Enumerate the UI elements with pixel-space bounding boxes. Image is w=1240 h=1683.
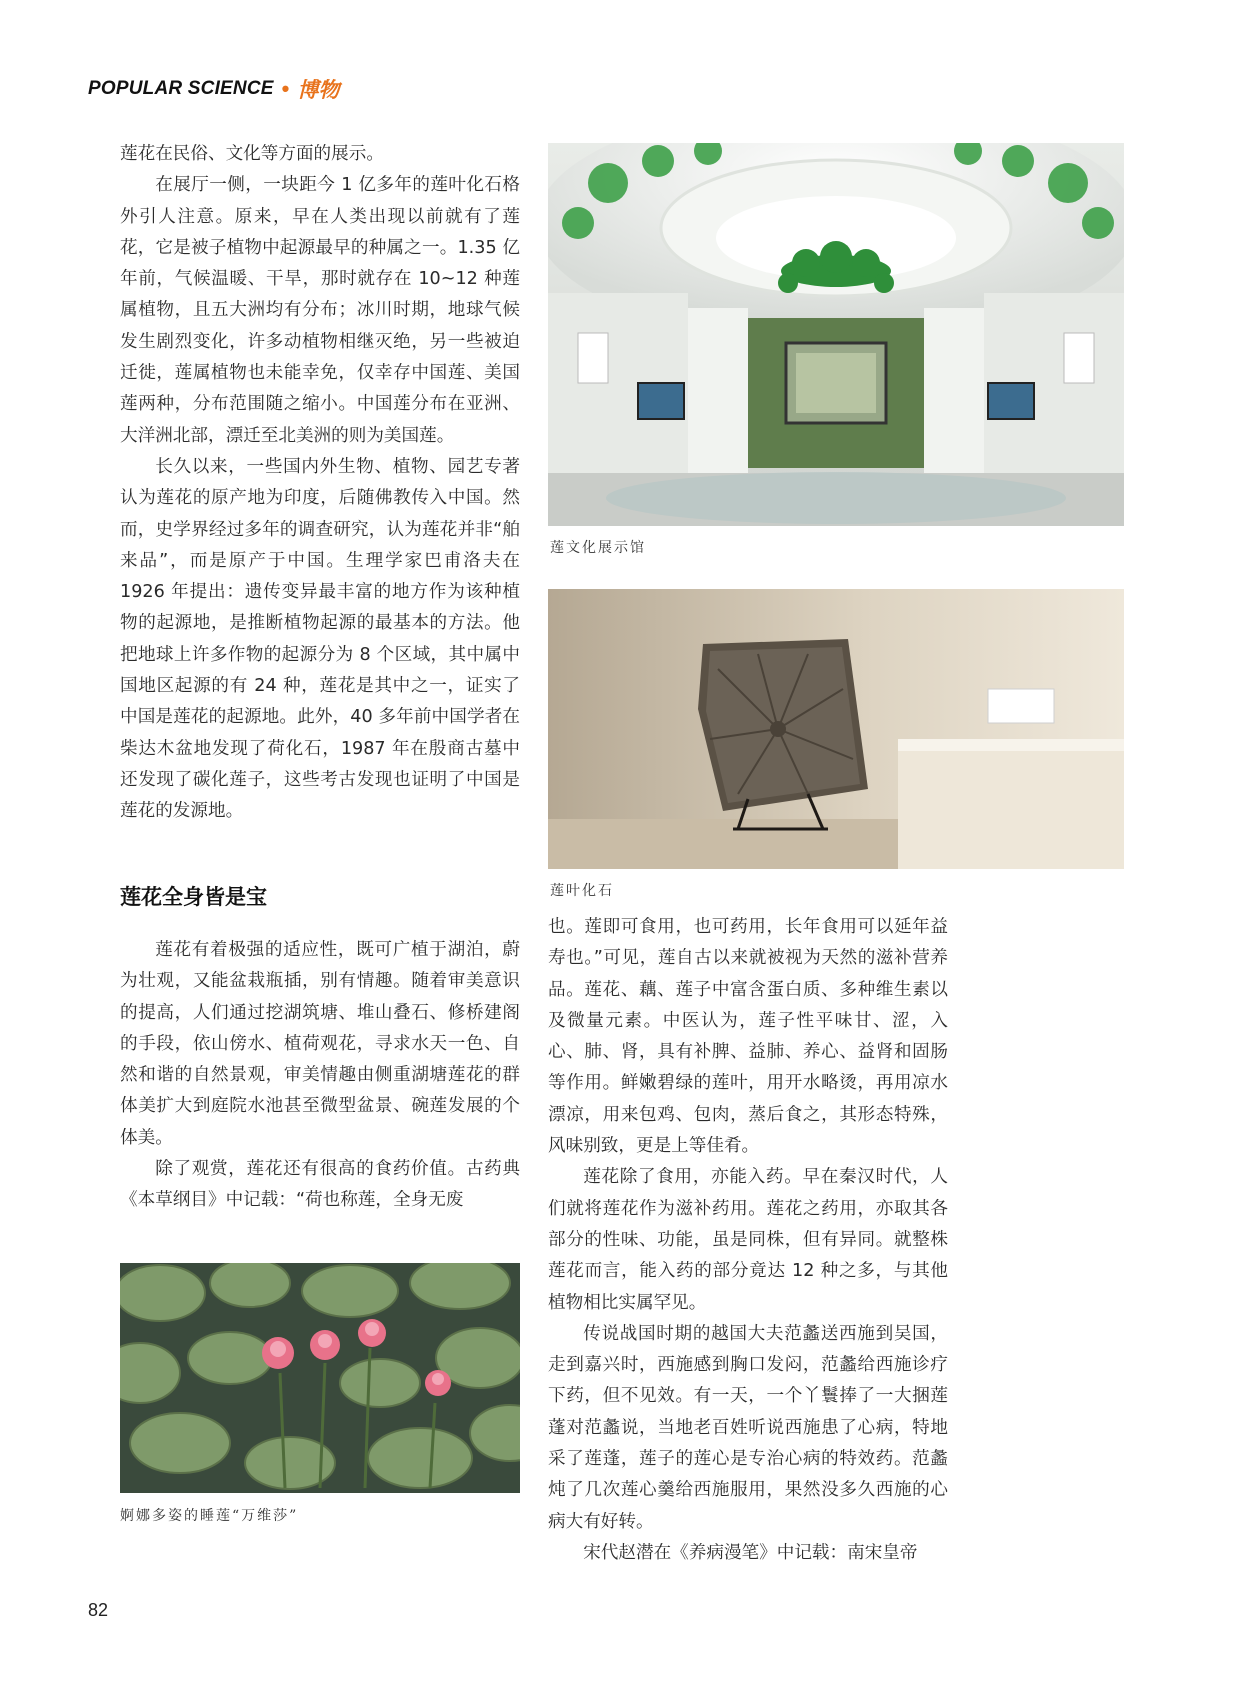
paragraph: 传说战国时期的越国大夫范蠡送西施到吴国，走到嘉兴时，西施感到胸口发闷，范蠡给西施诊疗下药，但不见效。有一天，一个丫鬟捧了一大捆莲蓬对范蠡说，当地老百姓听说西施患了心病，特地采了莲蓬，莲子的莲心是专治心病的特效药。范蠡炖了几次莲心羹给西施服用，果然没多久西施的心病大有好转。 xyxy=(548,1323,948,1532)
left-column-top xyxy=(120,139,520,828)
paragraph: 莲花有着极强的适应性，既可广植于湖泊，蔚为壮观，又能盆栽瓶插，别有情趣。随着审美意识的提高，人们通过挖湖筑塘、堆山叠石、修桥建阁的手段，依山傍水、植荷观花，寻求水天一色、自然和谐的自然景观，审美情趣由侧重湖塘莲花的群体美扩大到庭院水池甚至微型盆景、碗莲发展的个体美。 xyxy=(120,940,520,1148)
water-lily-photo xyxy=(120,1263,520,1493)
magazine-brand: POPULAR SCIENCE xyxy=(88,78,274,99)
exhibition-hall-photo xyxy=(548,143,1124,526)
paragraph: 莲花在民俗、文化等方面的展示。 xyxy=(120,144,384,164)
paragraph: 在展厅一侧，一块距今 1 亿多年的莲叶化石格外引人注意。原来，早在人类出现以前就有了莲花，它是被子植物中起源最早的种属之一。1.35 亿年前，气候温暖、干旱，那时就存在 10~12 种莲属植物，且五大洲均有分布；冰川时期，地球气候发生剧烈变化，许多动植物相继灭绝，另一些被迫迁徙，莲属植物也未能幸免，仅幸存中国莲、美国莲两种，分布范围随之缩小。中国莲分布在亚洲、大洋洲北部，漂迁至北美洲的则为美国莲。 xyxy=(120,175,520,446)
running-header xyxy=(88,74,339,104)
paragraph: 也。莲即可食用，也可药用，长年食用可以延年益寿也。”可见，莲自古以来就被视为天然的滋补营养品。莲花、藕、莲子中富含蛋白质、多种维生素以及微量元素。中医认为，莲子性平味甘、涩，入心、肺、肾，具有补脾、益肺、养心、益肾和固肠等作用。鲜嫩碧绿的莲叶，用开水略烫，再用凉水漂凉，用来包鸡、包肉，蒸后食之，其形态特殊，风味别致，更是上等佳肴。 xyxy=(548,917,948,1157)
paragraph: 莲花除了食用，亦能入药。早在秦汉时代，人们就将莲花作为滋补药用。莲花之药用，亦取其各部分的性味、功能，虽是同株，但有异同。就整株莲花而言，能入药的部分竟达 12 种之多，与其他植物相比实属罕见。 xyxy=(548,1167,948,1313)
paragraph: 除了观赏，莲花还有很高的食药价值。古药典《本草纲目》中记载：“荷也称莲，全身无废 xyxy=(120,1159,520,1211)
fossil-photo xyxy=(548,589,1124,869)
hall-photo-caption: 莲文化展示馆 xyxy=(550,540,646,556)
paragraph: 宋代赵潜在《养病漫笔》中记载：南宋皇帝 xyxy=(583,1542,918,1563)
header-separator-dot: • xyxy=(281,76,290,101)
left-column-middle xyxy=(120,935,520,1217)
right-column xyxy=(548,912,948,1569)
water-lily-photo-caption: 婀娜多姿的睡莲“万维莎” xyxy=(120,1508,299,1524)
paragraph: 长久以来，一些国内外生物、植物、园艺专著认为莲花的原产地为印度，后随佛教传入中国。然而，史学界经过多年的调查研究，认为莲花并非“舶来品”，而是原产于中国。生理学家巴甫洛夫在 1926 年提出：遗传变异最丰富的地方作为该种植物的起源地，是推断植物起源的最基本的方法。他把地球上许多作物的起源分为 8 个区域，其中属中国地区起源的有 24 种，莲花是其中之一，证实了中国是莲花的起源地。此外，40 多年前中国学者在柴达木盆地发现了荷化石，1987 年在殷商古墓中还发现了碳化莲子，这些考古发现也证明了中国是莲花的发源地。 xyxy=(120,456,520,822)
fossil-photo-caption: 莲叶化石 xyxy=(550,883,614,899)
page-number: 82 xyxy=(88,1600,109,1620)
section-title: 博物 xyxy=(297,79,340,102)
section-subheading: 莲花全身皆是宝 xyxy=(120,885,267,909)
